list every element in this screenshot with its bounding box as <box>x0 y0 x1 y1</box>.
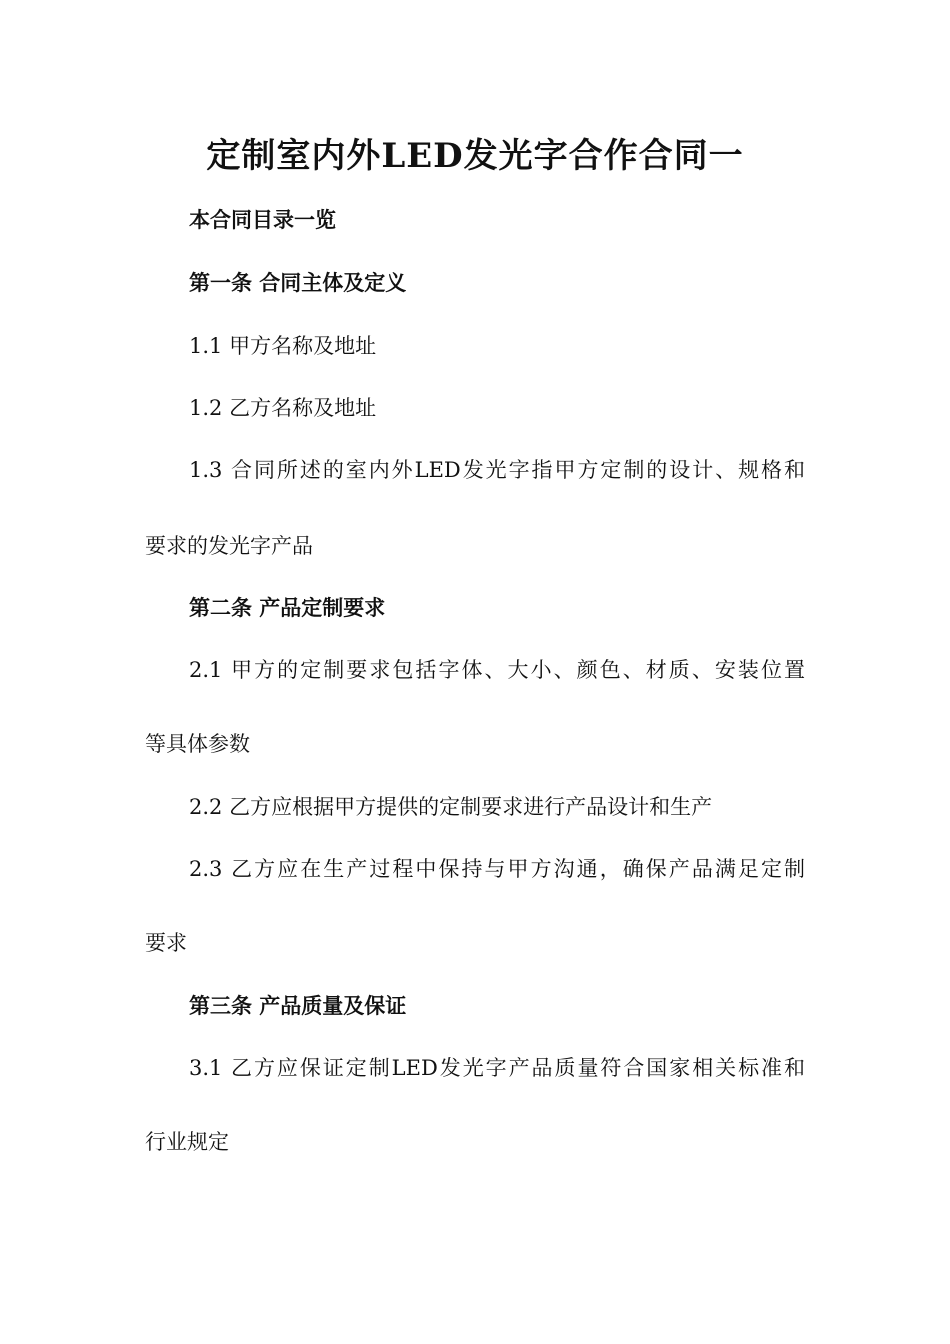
clause-2-1-line-2: 等具体参数 <box>145 732 250 756</box>
document-title: 定制室内外LED发光字合作合同一 <box>206 136 744 176</box>
clause-2-2: 2.2 乙方应根据甲方提供的定制要求进行产品设计和生产 <box>189 795 713 819</box>
clause-3-1-line-1: 3.1 乙方应保证定制LED发光字产品质量符合国家相关标准和 <box>189 1056 805 1080</box>
article-3-heading: 第三条 产品质量及保证 <box>189 994 407 1018</box>
toc-heading: 本合同目录一览 <box>189 208 336 232</box>
clause-1-1: 1.1 甲方名称及地址 <box>189 334 377 358</box>
clause-2-3-line-2: 要求 <box>145 931 187 955</box>
clause-1-3-line-1: 1.3 合同所述的室内外LED发光字指甲方定制的设计、规格和 <box>189 458 805 482</box>
article-2-heading: 第二条 产品定制要求 <box>189 596 386 620</box>
clause-2-1-line-1: 2.1 甲方的定制要求包括字体、大小、颜色、材质、安装位置 <box>189 658 805 682</box>
clause-2-3-line-1: 2.3 乙方应在生产过程中保持与甲方沟通，确保产品满足定制 <box>189 857 805 881</box>
clause-1-2: 1.2 乙方名称及地址 <box>189 396 377 420</box>
clause-3-1-line-2: 行业规定 <box>145 1130 229 1154</box>
clause-1-3-line-2: 要求的发光字产品 <box>145 534 313 558</box>
article-1-heading: 第一条 合同主体及定义 <box>189 271 407 295</box>
